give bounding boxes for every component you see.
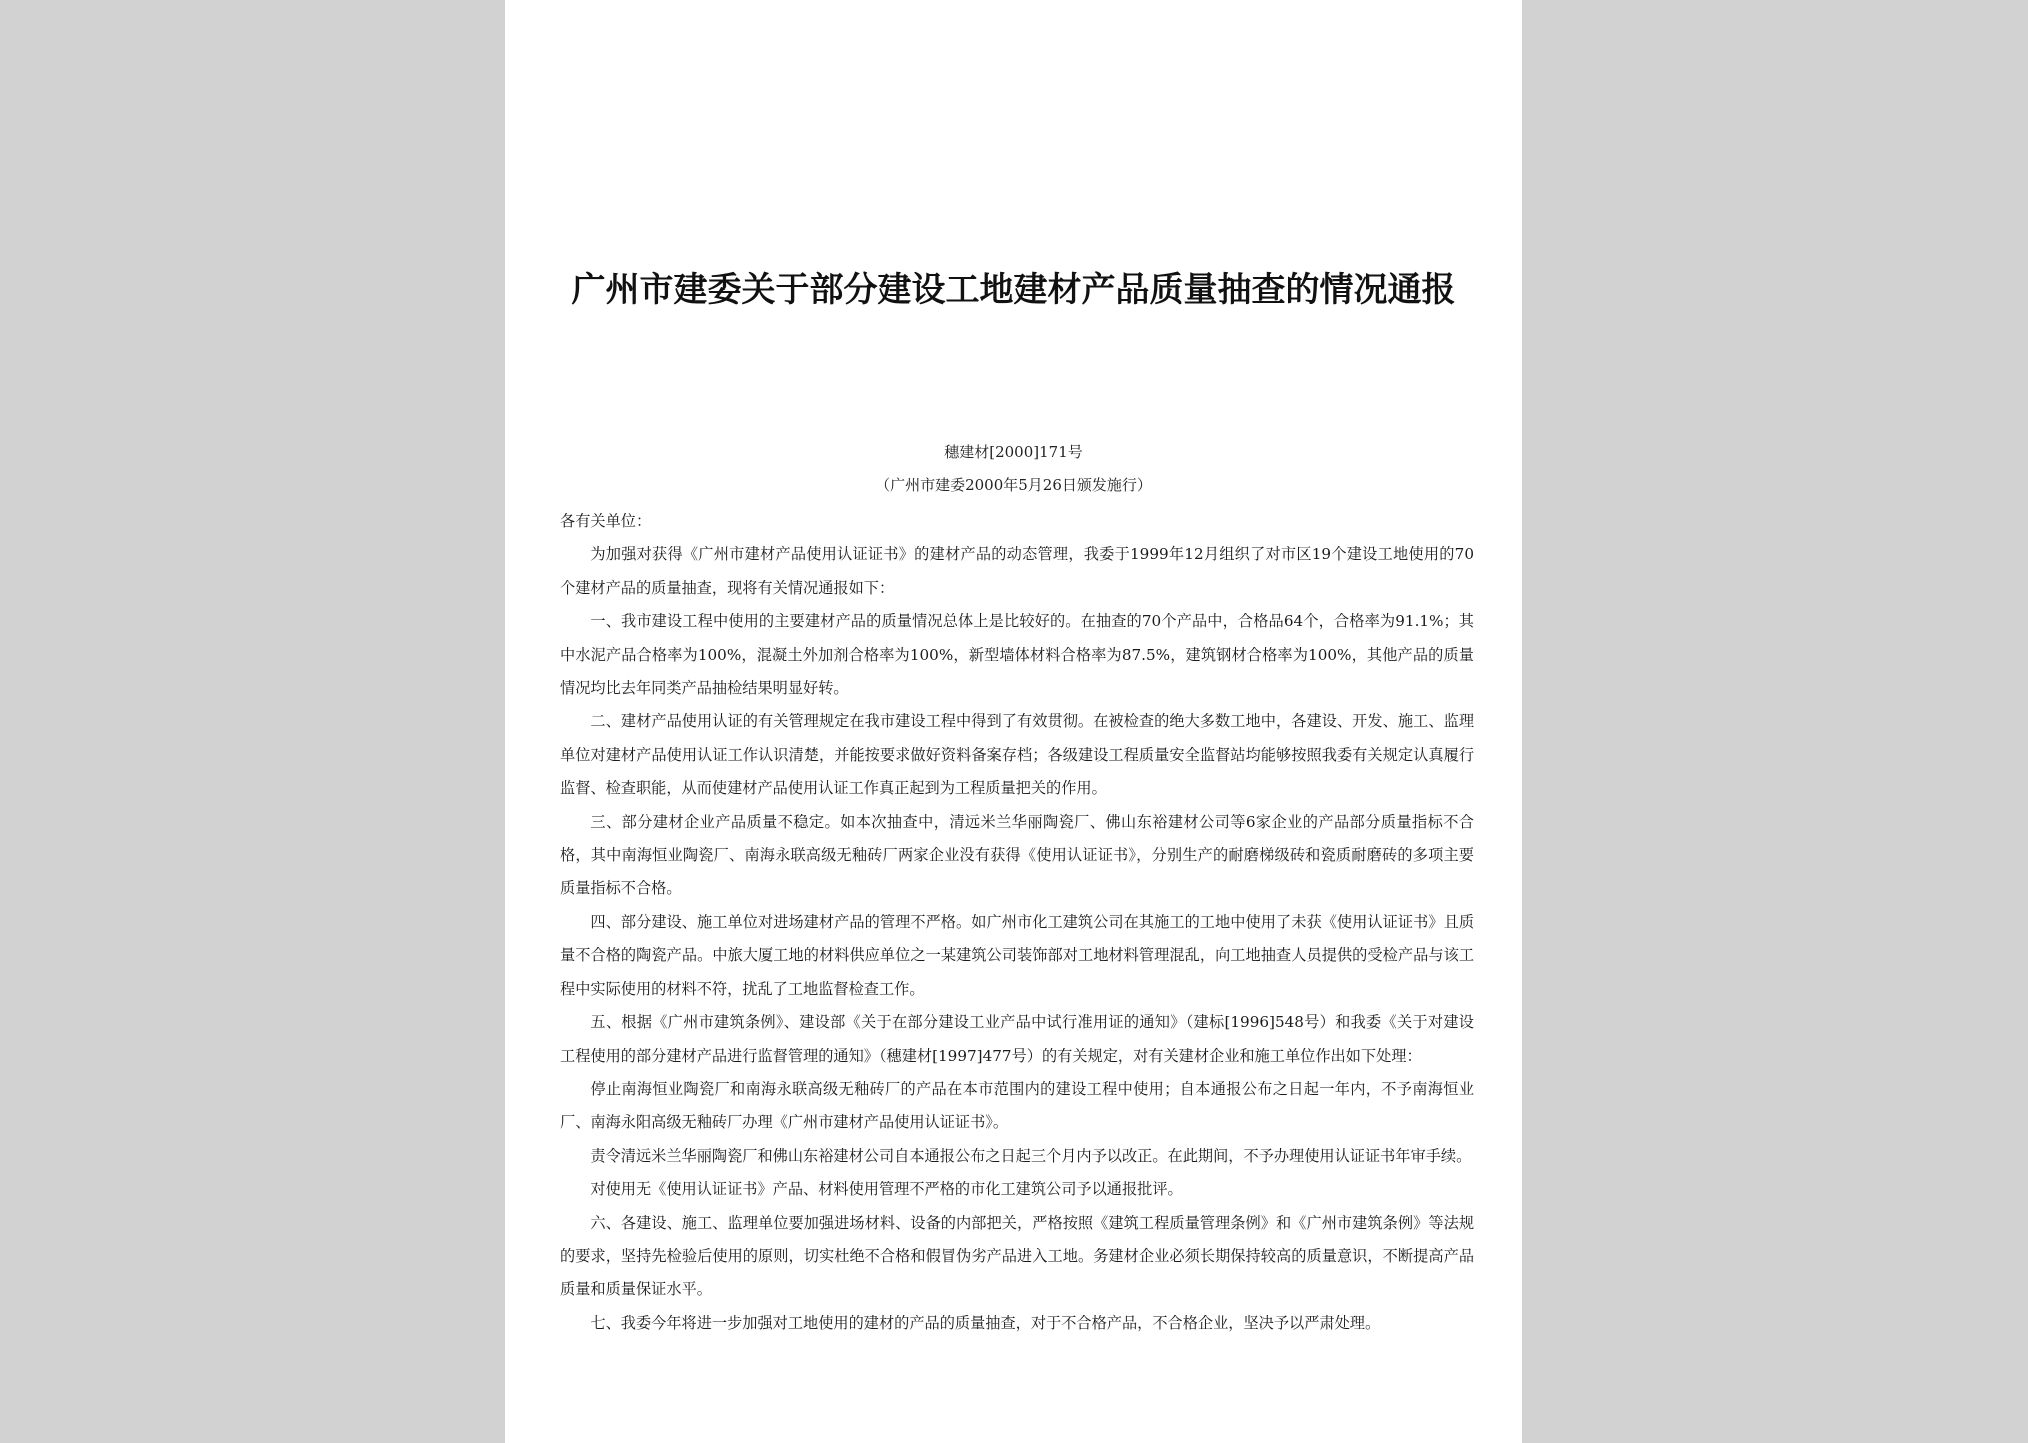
paragraph-1: 一、我市建设工程中使用的主要建材产品的质量情况总体上是比较好的。在抽查的70个产品中，合格品64个，合格率为91.1%；其中水泥产品合格率为100%，混凝土外加剂合格率为100%，新型墙体材料合格率为87.5%，建筑钢材合格率为100%，其他产品的质量情况均比去年同类产品抽检结果明显好转。 [560,612,1474,698]
issue-note: （广州市建委2000年5月26日颁发施行） [875,476,1152,494]
paragraph-3: 三、部分建材企业产品质量不稳定。如本次抽查中，清远米兰华丽陶瓷厂、佛山东裕建材公司等6家企业的产品部分质量指标不合格，其中南海恒业陶瓷厂、南海永联高级无釉砖厂两家企业没有获得《使用认证证书》，分别生产的耐磨梯级砖和瓷质耐磨砖的多项主要质量指标不合格。 [560,812,1474,898]
document-title: 广州市建委关于部分建设工地建材产品质量抽查的情况通报 [571,270,1456,310]
paragraph-4: 四、部分建设、施工单位对进场建材产品的管理不严格。如广州市化工建筑公司在其施工的工地中使用了未获《使用认证证书》且质量不合格的陶瓷产品。中旅大厦工地的材料供应单位之一某建筑公司装饰部对工地材料管理混乱，向工地抽查人员提供的受检产品与该工程中实际使用的材料不符，扰乱了工地监督检查工作。 [560,912,1474,998]
paragraph-7: 七、我委今年将进一步加强对工地使用的建材的产品的质量抽查，对于不合格产品，不合格企业，坚决予以严肃处理。 [590,1313,1381,1332]
paragraph-5-item-1: 停止南海恒业陶瓷厂和南海永联高级无釉砖厂的产品在本市范围内的建设工程中使用；自本通报公布之日起一年内，不予南海恒业厂、南海永阳高级无釉砖厂办理《广州市建材产品使用认证证书》。 [560,1079,1474,1132]
document-body [560,505,1474,1340]
salutation: 各有关单位： [560,512,652,530]
document-page [505,0,1522,1443]
document-number: 穗建材[2000]171号 [944,443,1083,461]
paragraph-5: 五、根据《广州市建筑条例》、建设部《关于在部分建设工业产品中试行准用证的通知》（建标[1996]548号）和我委《关于对建设工程使用的部分建材产品进行监督管理的通知》（穗建材[1997]477号）的有关规定，对有关建材企业和施工单位作出如下处理： [560,1013,1474,1065]
paragraph-5-item-3: 对使用无《使用认证证书》产品、材料使用管理不严格的市化工建筑公司予以通报批评。 [590,1180,1183,1199]
paragraph-intro: 为加强对获得《广州市建材产品使用认证证书》的建材产品的动态管理，我委于1999年12月组织了对市区19个建设工地使用的70个建材产品的质量抽查，现将有关情况通报如下： [560,545,1474,597]
paragraph-2: 二、建材产品使用认证的有关管理规定在我市建设工程中得到了有效贯彻。在被检查的绝大多数工地中，各建设、开发、施工、监理单位对建材产品使用认证工作认识清楚，并能按要求做好资料备案存档；各级建设工程质量安全监督站均能够按照我委有关规定认真履行监督、检查职能，从而使建材产品使用认证工作真正起到为工程质量把关的作用。 [560,712,1474,798]
paragraph-6: 六、各建设、施工、监理单位要加强进场材料、设备的内部把关，严格按照《建筑工程质量管理条例》和《广州市建筑条例》等法规的要求，坚持先检验后使用的原则，切实杜绝不合格和假冒伪劣产品进入工地。务建材企业必须长期保持较高的质量意识，不断提高产品质量和质量保证水平。 [560,1213,1474,1299]
paragraph-5-item-2: 责令清远米兰华丽陶瓷厂和佛山东裕建材公司自本通报公布之日起三个月内予以改正。在此期间，不予办理使用认证证书年审手续。 [590,1146,1472,1165]
